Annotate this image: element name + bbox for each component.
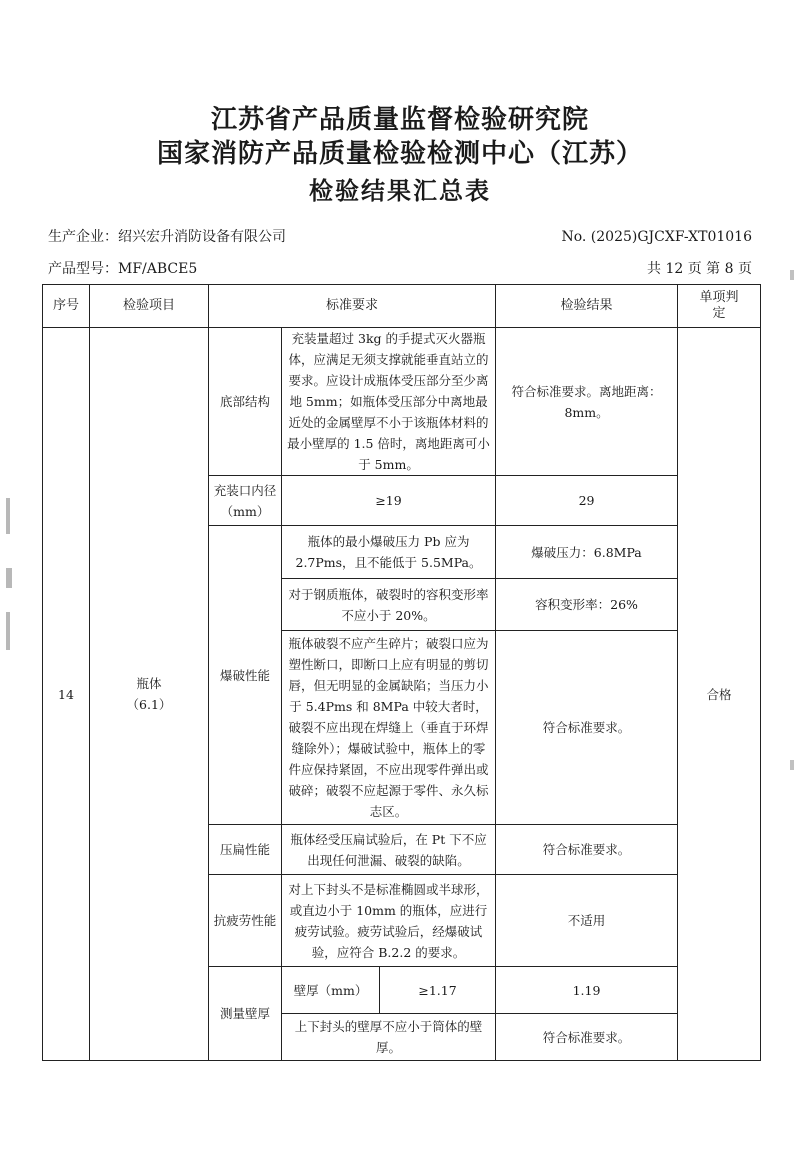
cell-verdict: 合格 xyxy=(678,328,761,1061)
result-text: 符合标准要求。 xyxy=(496,631,678,825)
result-text: 符合标准要求。离地距离：8mm。 xyxy=(496,328,678,476)
col-standard: 标准要求 xyxy=(209,285,496,328)
standard-text: 对于钢质瓶体，破裂时的容积变形率不应小于 20%。 xyxy=(282,579,496,631)
scan-edge-mark xyxy=(790,760,794,770)
scan-edge-mark xyxy=(6,498,10,534)
table-header-row xyxy=(43,285,761,328)
standard-label: 壁厚（mm） xyxy=(282,967,380,1014)
col-seq: 序号 xyxy=(43,285,90,328)
scan-edge-mark xyxy=(6,568,12,588)
col-verdict xyxy=(678,285,761,328)
result-text: 符合标准要求。 xyxy=(496,1014,678,1061)
title-summary: 检验结果汇总表 xyxy=(309,177,491,205)
company-label: 生产企业：绍兴宏升消防设备有限公司 xyxy=(48,229,286,245)
sub-item-name: 充装口内径（mm） xyxy=(209,476,282,526)
standard-text: ≥19 xyxy=(282,476,496,526)
standard-text: 上下封头的壁厚不应小于筒体的壁厚。 xyxy=(282,1014,496,1061)
result-text: 爆破压力：6.8MPa xyxy=(496,526,678,579)
standard-text: 充装量超过 3kg 的手提式灭火器瓶体，应满足无须支撑就能垂直站立的要求。应设计成瓶体受压部分至少离地 5mm；如瓶体受压部分中离地最近处的金属壁厚不小于该瓶体材料的最小壁厚的 1.5 倍时，离地距离可小于 5mm。 xyxy=(282,328,496,476)
title-institute: 江苏省产品质量监督检验研究院 xyxy=(210,105,589,135)
item-clause: （6.1） xyxy=(126,697,172,712)
scan-edge-mark xyxy=(6,612,10,650)
standard-text: 对上下封头不是标准椭圆或半球形，或直边小于 10mm 的瓶体，应进行疲劳试验。疲劳试验后，经爆破试验，应符合 B.2.2 的要求。 xyxy=(282,875,496,967)
col-item: 检验项目 xyxy=(90,285,209,328)
title-block xyxy=(0,103,800,209)
sub-item-name: 抗疲劳性能 xyxy=(209,875,282,967)
standard-text: 瓶体的最小爆破压力 Pb 应为 2.7Pms，且不能低于 5.5MPa。 xyxy=(282,526,496,579)
item-name: 瓶体 xyxy=(136,676,162,691)
title-center: 国家消防产品质量检验检测中心（江苏） xyxy=(156,139,643,169)
page-info: 共 12 页 第 8 页 xyxy=(647,261,752,277)
report-number: No. (2025)GJCXF-XT01016 xyxy=(561,229,752,245)
table-row xyxy=(43,328,761,476)
sub-item-name: 测量壁厚 xyxy=(209,967,282,1061)
standard-text: 瓶体经受压扁试验后，在 Pt 下不应出现任何泄漏、破裂的缺陷。 xyxy=(282,825,496,875)
sub-item-name: 底部结构 xyxy=(209,328,282,476)
sub-item-name: 爆破性能 xyxy=(209,526,282,825)
result-text: 1.19 xyxy=(496,967,678,1014)
result-text: 容积变形率：26% xyxy=(496,579,678,631)
result-text: 不适用 xyxy=(496,875,678,967)
cell-item xyxy=(90,328,209,1061)
standard-text: ≥1.17 xyxy=(380,967,496,1014)
standard-text: 瓶体破裂不应产生碎片；破裂口应为塑性断口，即断口上应有明显的剪切唇，但无明显的金属缺陷；当压力小于 5.4Pms 和 8MPa 中较大者时，破裂不应出现在焊缝上（垂直于环焊缝除外）；爆破试验中，瓶体上的零件应保持紧固，不应出现零件弹出或破碎；破裂不应起源于零件、永久标志区。 xyxy=(282,631,496,825)
result-text: 符合标准要求。 xyxy=(496,825,678,875)
result-text: 29 xyxy=(496,476,678,526)
scan-edge-mark xyxy=(790,270,794,280)
results-table xyxy=(42,284,761,1061)
sub-item-name: 压扁性能 xyxy=(209,825,282,875)
col-result: 检验结果 xyxy=(496,285,678,328)
model-label: 产品型号：MF/ABCE5 xyxy=(48,261,198,277)
cell-seq: 14 xyxy=(43,328,90,1061)
col-verdict-text: 单项判定 xyxy=(699,290,739,321)
